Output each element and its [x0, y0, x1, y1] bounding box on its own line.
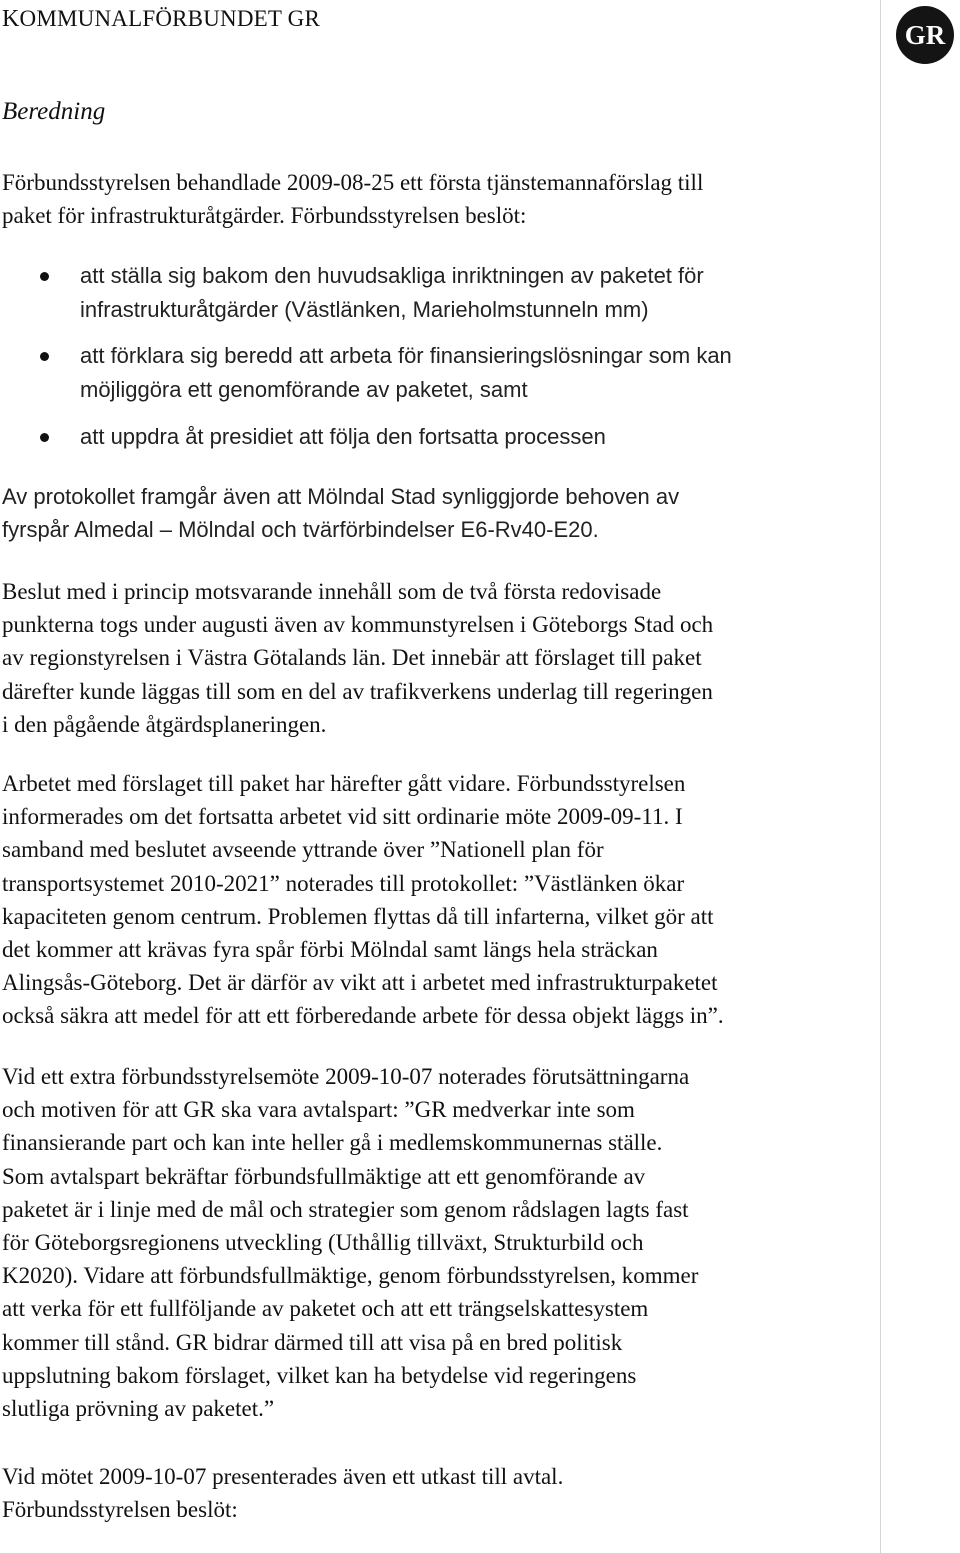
bullet-icon: [40, 352, 49, 361]
progress-paragraph: [2, 767, 862, 1033]
text-line: det kommer att krävas fyra spår förbi Mölndal samt längs hela sträckan: [2, 937, 658, 963]
text-line: finansierande part och kan inte heller gå i medlemskommunernas ställe.: [2, 1130, 663, 1156]
text-line: för Göteborgsregionens utveckling (Uthållig tillväxt, Strukturbild och: [2, 1230, 644, 1256]
text-line: punkterna togs under augusti även av kommunstyrelsen i Göteborgs Stad och: [2, 612, 714, 638]
margin-rule: [880, 0, 881, 1553]
organization-name-initial: K: [2, 6, 20, 32]
intro-paragraph: [2, 166, 862, 232]
text-line: slutliga prövning av paketet.”: [2, 1396, 275, 1422]
text-line: av regionstyrelsen i Västra Götalands län. Det innebär att förslaget till paket: [2, 645, 702, 671]
text-line: Som avtalspart bekräftar förbundsfullmäktige att ett genomförande av: [2, 1163, 646, 1189]
text-line: att verka för ett fullföljande av paketet och att ett trängselskattesystem: [2, 1296, 649, 1322]
organization-name: [2, 6, 320, 33]
text-line: samband med beslutet avseende yttrande över ”Nationell plan för: [2, 837, 604, 863]
text-line: paket för infrastrukturåtgärder. Förbundsstyrelsen beslöt:: [2, 203, 527, 229]
decision-paragraph: [2, 575, 862, 741]
text-line: också säkra att medel för att ett förberedande arbete för dessa objekt läggs in”.: [2, 1003, 724, 1029]
text-line: paketet är i linje med de mål och strategier som genom rådslagen lagts fast: [2, 1196, 689, 1222]
text-line: Alingsås-Göteborg. Det är därför av vikt att i arbetet med infrastrukturpaketet: [2, 970, 718, 996]
text-line: kommer till stånd. GR bidrar därmed till att visa på en bred politisk: [2, 1329, 623, 1355]
gr-logo-text: GR: [904, 20, 946, 50]
list-item-text: att uppdra åt presidiet att följa den fortsatta processen: [80, 424, 606, 449]
list-item-text: möjliggöra ett genomförande av paketet, samt: [80, 377, 528, 402]
list-item-text: att förklara sig beredd att arbeta för finansieringslösningar som kan: [80, 343, 732, 368]
text-line: fyrspår Almedal – Mölndal och tvärförbindelser E6-Rv40-E20.: [2, 517, 599, 542]
text-line: Av protokollet framgår även att Mölndal Stad synliggjorde behoven av: [2, 484, 680, 509]
text-line: Förbundsstyrelsen behandlade 2009-08-25 ett första tjänstemannaförslag till: [2, 170, 704, 195]
text-line: informerades om det fortsatta arbetet vid sitt ordinarie möte 2009-09-11. I: [2, 804, 683, 830]
text-line: K2020). Vidare att förbundsfullmäktige, genom förbundsstyrelsen, kommer: [2, 1263, 699, 1289]
bullet-icon: [40, 272, 49, 281]
protocol-paragraph: [2, 480, 862, 546]
text-line: transportsystemet 2010-2021” noterades till protokollet: ”Västlänken ökar: [2, 870, 685, 896]
organization-name-rest: OMMUNALFÖRBUNDET GR: [19, 6, 321, 31]
gr-logo: [896, 6, 954, 64]
section-title: Beredning: [2, 98, 106, 125]
text-line: Förbundsstyrelsen beslöt:: [2, 1497, 238, 1523]
extra-meeting-paragraph: [2, 1060, 862, 1425]
text-line: Vid ett extra förbundsstyrelsemöte 2009-10-07 noterades förutsättningarna: [2, 1064, 690, 1089]
text-line: Vid mötet 2009-10-07 presenterades även ett utkast till avtal.: [2, 1464, 564, 1489]
text-line: kapaciteten genom centrum. Problemen flyttas då till infarterna, vilket gör att: [2, 903, 714, 929]
text-line: därefter kunde läggas till som en del av trafikverkens underlag till regeringen: [2, 678, 713, 704]
text-line: uppslutning bakom förslaget, vilket kan ha betydelse vid regeringens: [2, 1362, 637, 1388]
gr-logo-mark: [896, 6, 954, 64]
final-paragraph: [2, 1460, 862, 1526]
text-line: i den pågående åtgärdsplaneringen.: [2, 711, 327, 737]
text-line: och motiven för att GR ska vara avtalspart: ”GR medverkar inte som: [2, 1097, 635, 1123]
bullet-icon: [40, 433, 49, 442]
list-item-text: att ställa sig bakom den huvudsakliga inriktningen av paketet för: [80, 263, 704, 288]
text-line: Arbetet med förslaget till paket har härefter gått vidare. Förbundsstyrelsen: [2, 771, 686, 796]
list-item-text: infrastrukturåtgärder (Västlänken, Marieholmstunneln mm): [80, 297, 649, 322]
text-line: Beslut med i princip motsvarande innehåll som de två första redovisade: [2, 579, 662, 604]
